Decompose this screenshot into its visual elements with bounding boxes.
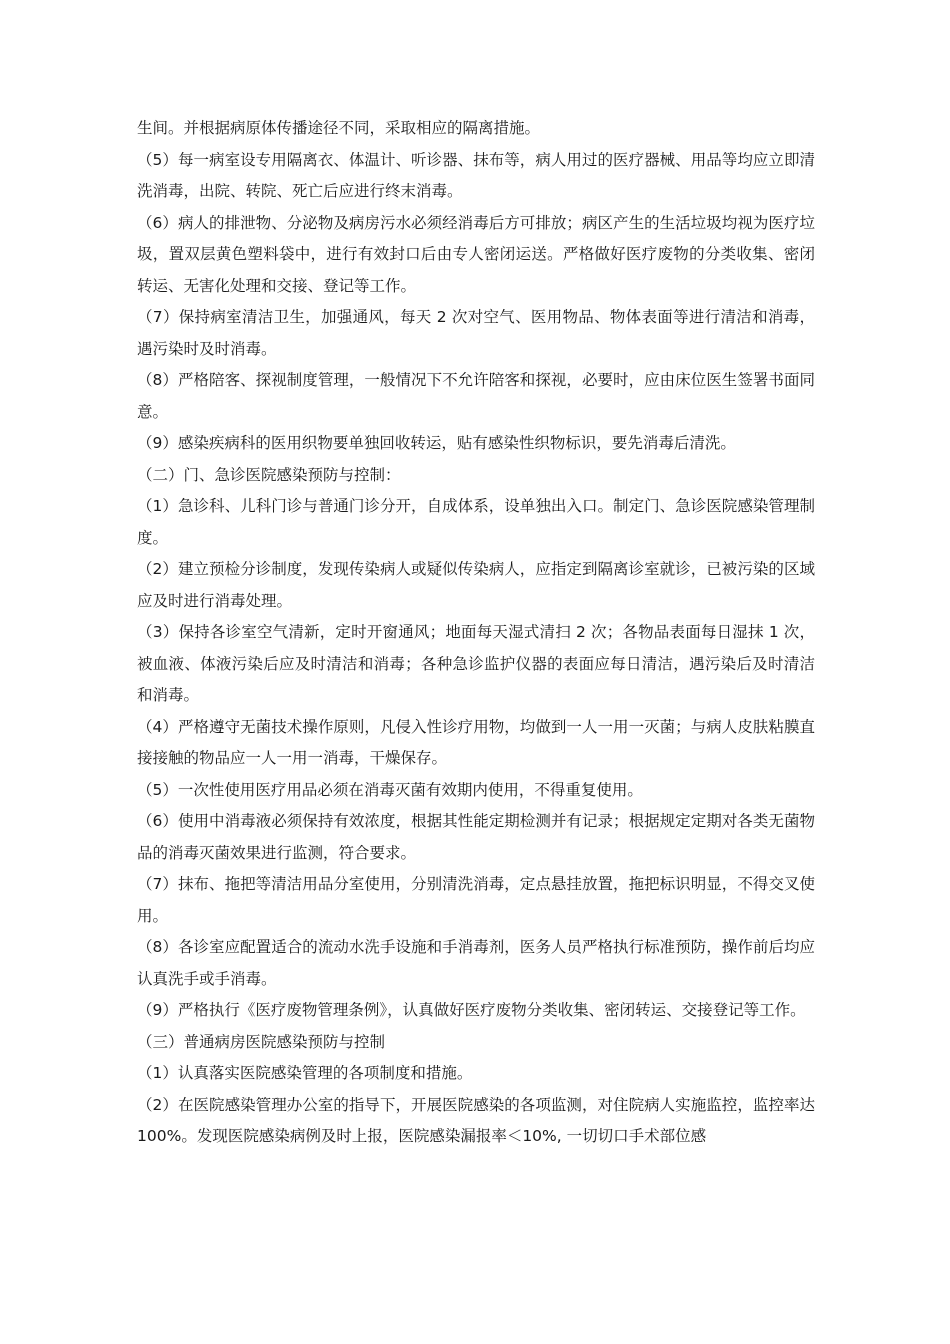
paragraph-infection-monitoring: （2）在医院感染管理办公室的指导下，开展医院感染的各项监测，对住院病人实施监控，监控率达 100%。发现医院感染病例及时上报，医院感染漏报率＜10%, 一切切口手术部位感 [137, 1095, 815, 1145]
paragraph-continuation-isolation: 生间。并根据病原体传播途径不同，采取相应的隔离措施。 [137, 119, 541, 137]
paragraph-visitor-management: （8）严格陪客、探视制度管理，一般情况下不允许陪客和探视，必要时，应由床位医生签署书面同意。 [137, 371, 815, 421]
paragraph-ward-cleaning: （7）保持病室清洁卫生，加强通风，每天 2 次对空气、医用物品、物体表面等进行清洁和消毒，遇污染时及时消毒。 [137, 308, 815, 358]
section-heading-outpatient: （二）门、急诊医院感染预防与控制： [137, 465, 401, 484]
section-heading-general-ward: （三）普通病房医院感染预防与控制 [137, 1032, 386, 1051]
paragraph-aseptic-technique: （4）严格遵守无菌技术操作原则，凡侵入性诊疗用物，均做到一人一用一灭菌；与病人皮肤粘膜直接接触的物品应一人一用一消毒，干燥保存。 [137, 717, 815, 767]
paragraph-medical-waste-regulation: （9）严格执行《医疗废物管理条例》，认真做好医疗废物分类收集、密闭转运、交接登记等工作。 [137, 1001, 806, 1019]
paragraph-disposable-supplies: （5）一次性使用医疗用品必须在消毒灭菌有效期内使用，不得重复使用。 [137, 780, 643, 799]
paragraph-ward-equipment: （5）每一病室设专用隔离衣、体温计、听诊器、抹布等，病人用过的医疗器械、用品等均应立即清洗消毒，出院、转院、死亡后应进行终末消毒。 [137, 150, 815, 200]
document-page [137, 113, 815, 1153]
paragraph-air-cleaning: （3）保持各诊室空气清新，定时开窗通风；地面每天湿式清扫 2 次；各物品表面每日湿抹 1 次，被血液、体液污染后应及时清洁和消毒；各种急诊监护仪器的表面应每日清洁，遇污染后及时清洁和消毒。 [137, 623, 815, 704]
paragraph-triage: （2）建立预检分诊制度，发现传染病人或疑似传染病人，应指定到隔离诊室就诊，已被污染的区域应及时进行消毒处理。 [137, 560, 815, 610]
paragraph-textile-handling: （9）感染疾病科的医用织物要单独回收转运，贴有感染性织物标识，要先消毒后清洗。 [137, 434, 736, 452]
paragraph-separate-clinics: （1）急诊科、儿科门诊与普通门诊分开，自成体系，设单独出入口。制定门、急诊医院感染管理制度。 [137, 497, 815, 547]
paragraph-waste-disposal: （6）病人的排泄物、分泌物及病房污水必须经消毒后方可排放；病区产生的生活垃圾均视为医疗垃圾，置双层黄色塑料袋中，进行有效封口后由专人密闭运送。严格做好医疗废物的分类收集、密闭转运、无害化处理和交接、登记等工作。 [137, 213, 815, 295]
paragraph-implement-rules: （1）认真落实医院感染管理的各项制度和措施。 [137, 1064, 473, 1082]
paragraph-hand-hygiene: （8）各诊室应配置适合的流动水洗手设施和手消毒剂，医务人员严格执行标准预防，操作前后均应认真洗手或手消毒。 [137, 938, 815, 988]
paragraph-cleaning-tools: （7）抹布、拖把等清洁用品分室使用，分别清洗消毒，定点悬挂放置，拖把标识明显，不得交叉使用。 [137, 875, 815, 925]
paragraph-disinfectant-concentration: （6）使用中消毒液必须保持有效浓度，根据其性能定期检测并有记录；根据规定定期对各类无菌物品的消毒灭菌效果进行监测，符合要求。 [137, 812, 815, 862]
